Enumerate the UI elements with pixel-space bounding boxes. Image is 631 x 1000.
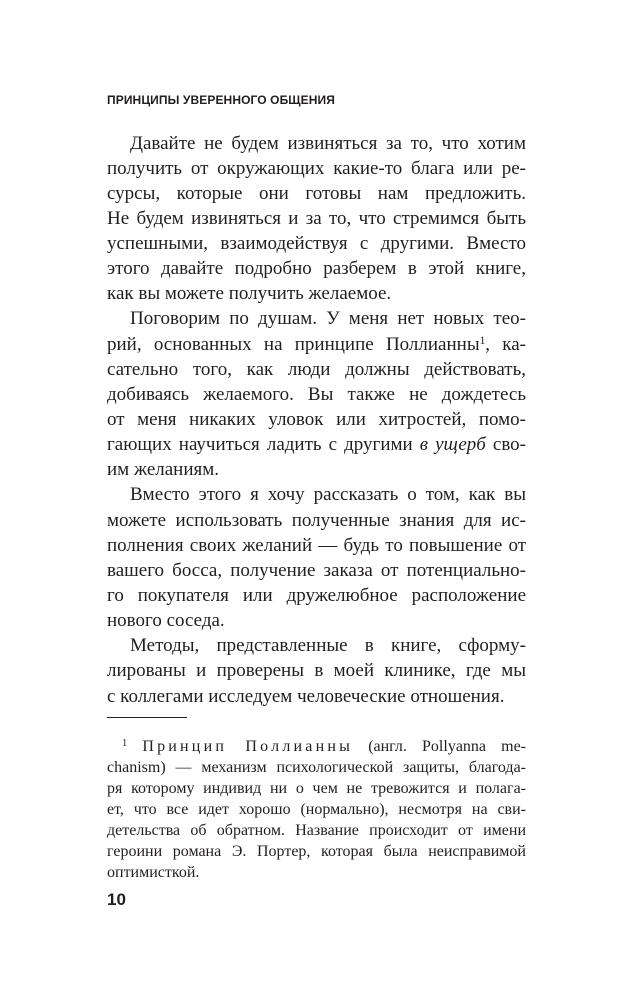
text-line: го покупателя или дружелюбное расположение	[107, 585, 526, 607]
text-line: Давайте не будем извиняться за то, что хотим	[130, 132, 526, 154]
text-line: успешными, взаимодействуя с другими. Вместо	[107, 233, 526, 255]
emphasis-text: в ущерб	[419, 434, 486, 456]
footnote	[107, 736, 526, 883]
text-line: Методы, представленные в книге, сформу-	[130, 635, 526, 657]
footnote-rule	[107, 717, 187, 718]
footnote-line: ет, что все идет хорошо (нормально), несмотря на сви-	[107, 800, 526, 818]
text-line: от меня никаких уловок или хитростей, помо-	[107, 409, 526, 431]
text-line: Вместо этого я хочу рассказать о том, как вы	[130, 484, 526, 506]
footnote-reference: 1	[479, 334, 486, 347]
page-number: 10	[107, 890, 126, 909]
text-line	[107, 432, 526, 457]
footnote-line: chanism) — механизм психологической защиты, благода-	[107, 758, 526, 776]
text-line: полнения своих желаний — будь то повышение от	[107, 534, 526, 556]
paragraph	[107, 482, 526, 633]
text-segment: , ка-	[485, 333, 526, 355]
footnote-line: детельства об обратном. Название происходит от имени	[107, 821, 526, 839]
running-head: ПРИНЦИПЫ УВЕРЕННОГО ОБЩЕНИЯ	[107, 93, 335, 107]
footnote-line: героини романа Э. Портер, которая была неисправимой	[107, 842, 526, 860]
text-line: Поговорим по душам. У меня нет новых тео-	[130, 308, 526, 330]
paragraph	[107, 306, 526, 482]
text-line: этого давайте подробно разберем в этой книге,	[107, 258, 526, 280]
text-line: лированы и проверены в моей клинике, где мы	[107, 660, 526, 682]
text-segment: сво-	[492, 434, 526, 456]
paragraph	[107, 131, 526, 307]
text-line	[107, 332, 526, 357]
text-segment: (англ. Pollyanna me-	[368, 737, 527, 755]
text-line: добиваясь желаемого. Вы также не дождетесь	[107, 383, 526, 405]
paragraph	[107, 633, 526, 708]
text-line: нового соседа.	[107, 610, 225, 632]
text-line: вашего босса, получение заказа от потенциально-	[107, 559, 526, 581]
footnote-term: Принцип Поллианны	[142, 737, 354, 755]
footnote-line: ря которому индивид ни о чем не тревожится и полага-	[107, 779, 526, 797]
text-line: Не будем извиняться и за то, что стремимся быть	[107, 207, 526, 229]
text-line: сательно того, как люди должны действовать,	[107, 358, 526, 380]
text-segment: рий, основанных на принципе Поллианны	[107, 333, 480, 355]
text-line: как вы можете получить желаемое.	[107, 283, 392, 305]
footnote-line: оптимисткой.	[107, 863, 200, 881]
main-text	[107, 131, 526, 709]
footnote-line	[107, 736, 526, 757]
text-segment: гающих научиться ладить с другими	[107, 434, 413, 456]
text-line: получить от окружающих какие-то блага или ре-	[107, 157, 526, 179]
text-line: с коллегами исследуем человеческие отношения.	[107, 685, 505, 707]
text-line: сурсы, которые они готовы нам предложить.	[107, 182, 526, 204]
footnote-marker: 1	[122, 737, 128, 749]
text-line: им желаниям.	[107, 459, 220, 481]
text-line: можете использовать полученные знания для ис-	[107, 509, 526, 531]
